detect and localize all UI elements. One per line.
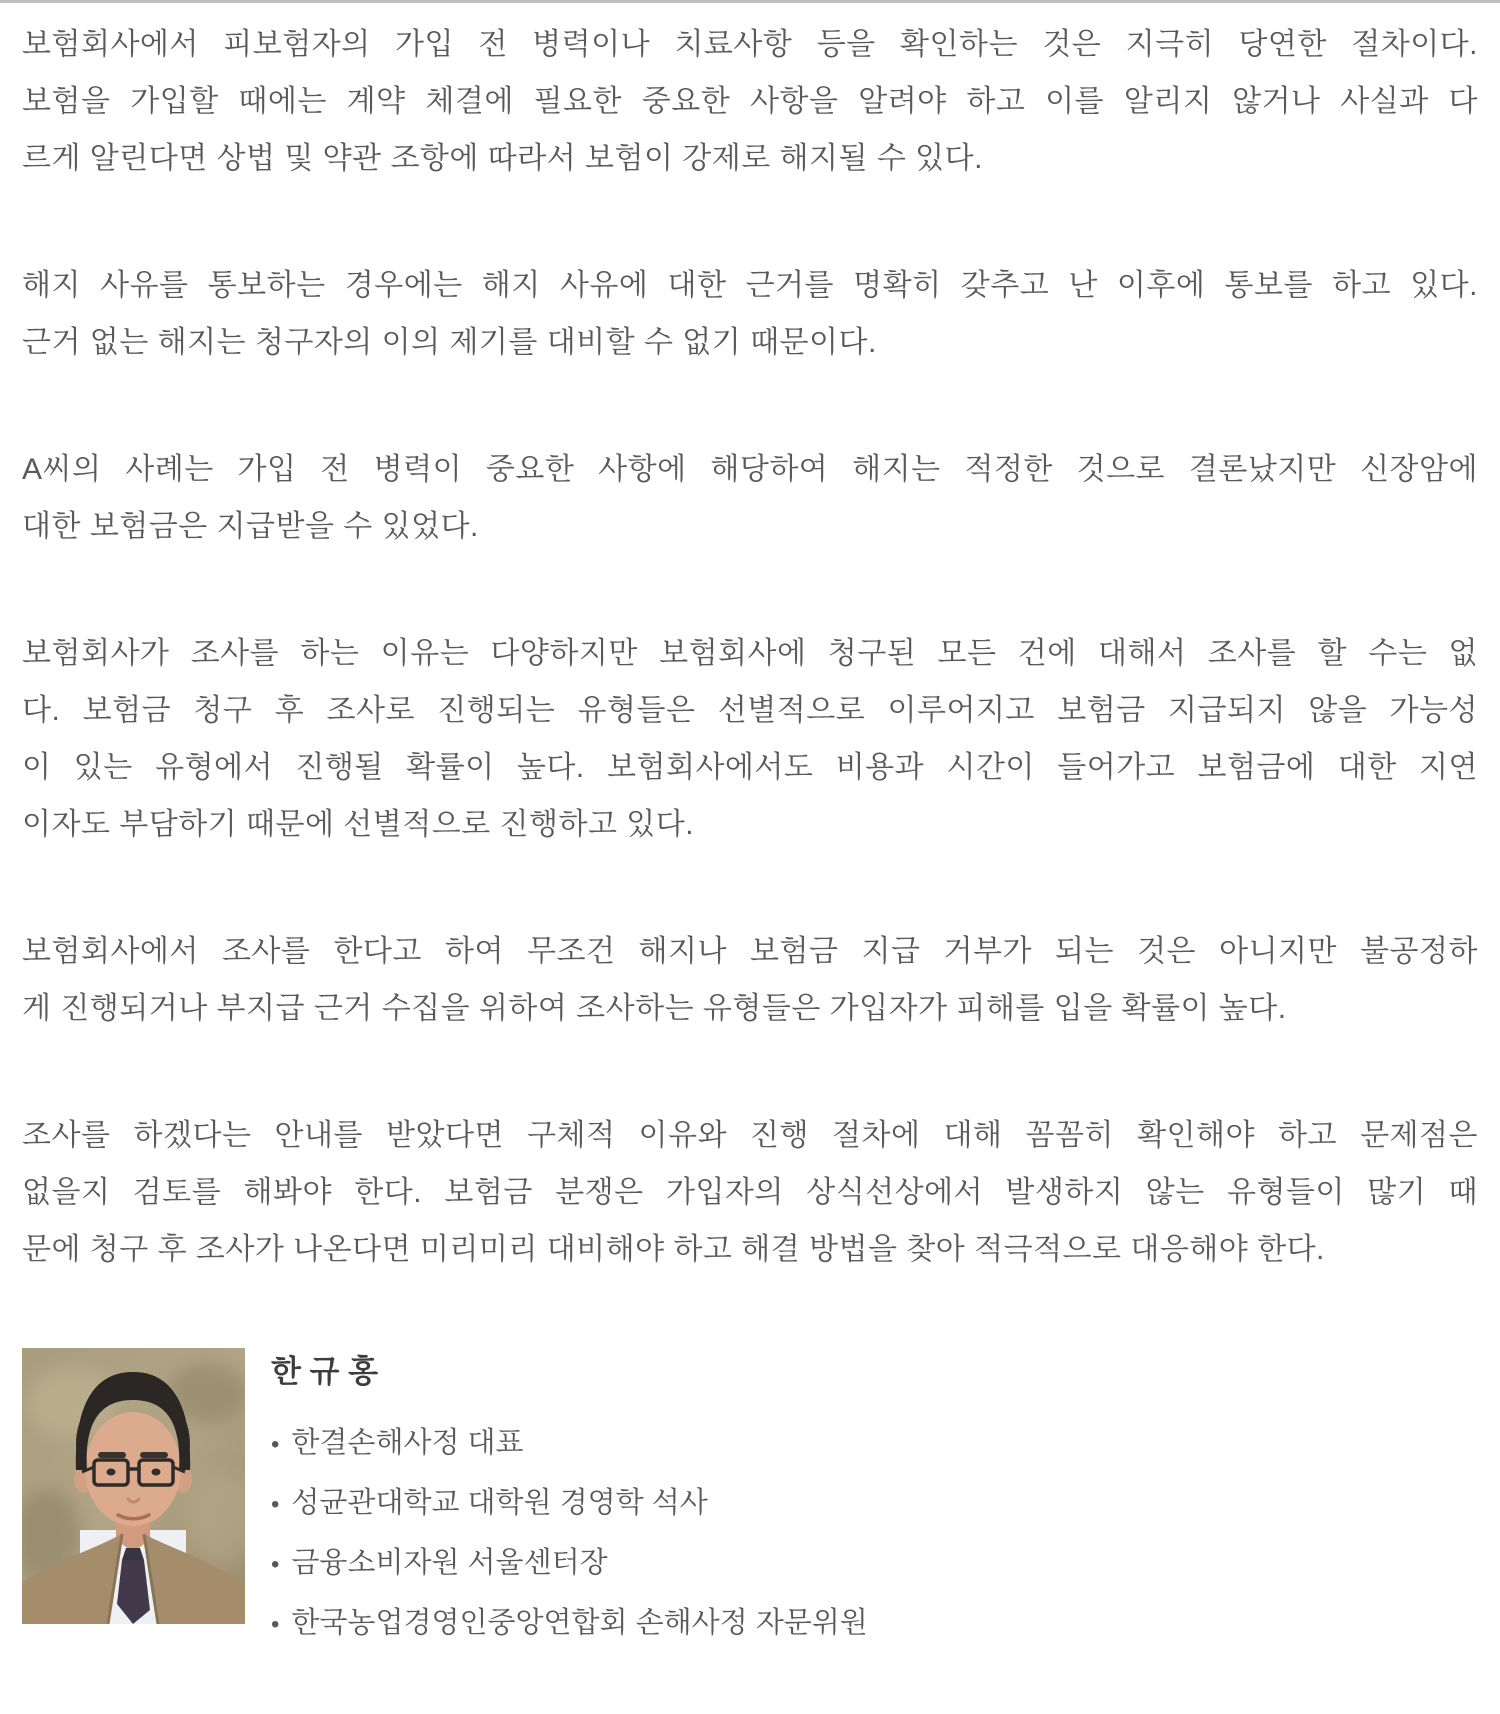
paragraph-line: 이자도 부담하기 때문에 선별적으로 진행하고 있다. bbox=[22, 808, 695, 841]
paragraph-line: A씨의 사례는 가입 전 병력이 중요한 사항에 해당하여 해지는 적정한 것으로 결론났지만 신장암에 bbox=[22, 453, 1478, 486]
author-section bbox=[22, 1348, 1478, 1654]
paragraph-line: 근거 없는 해지는 청구자의 이의 제기를 대비할 수 없기 때문이다. bbox=[22, 326, 877, 359]
paragraph-line: 이 있는 유형에서 진행될 확률이 높다. 보험회사에서도 비용과 시간이 들어가고 보험금에 대한 지연 bbox=[22, 751, 1478, 784]
paragraph bbox=[22, 625, 1478, 853]
paragraph-line: 다. 보험금 청구 후 조사로 진행되는 유형들은 선별적으로 이루어지고 보험금 지급되지 않을 가능성 bbox=[22, 694, 1478, 727]
bullet-icon: • bbox=[271, 1491, 280, 1518]
paragraph-line: 보험회사가 조사를 하는 이유는 다양하지만 보험회사에 청구된 모든 건에 대해서 조사를 할 수는 없 bbox=[22, 637, 1478, 670]
paragraph bbox=[22, 257, 1478, 371]
paragraph bbox=[22, 923, 1478, 1037]
article-body bbox=[22, 16, 1478, 1278]
author-photo bbox=[22, 1348, 245, 1624]
credential-text: 성균관대학교 대학원 경영학 석사 bbox=[291, 1487, 708, 1519]
paragraph-line: 없을지 검토를 해봐야 한다. 보험금 분쟁은 가입자의 상식선상에서 발생하지 않는 유형들이 많기 때 bbox=[22, 1176, 1478, 1209]
paragraph-line: 대한 보험금은 지급받을 수 있었다. bbox=[22, 510, 479, 543]
paragraph-line: 조사를 하겠다는 안내를 받았다면 구체적 이유와 진행 절차에 대해 꼼꼼히 확인해야 하고 문제점은 bbox=[22, 1119, 1478, 1152]
paragraph bbox=[22, 1107, 1478, 1278]
author-info bbox=[245, 1348, 868, 1654]
credential-item bbox=[271, 1414, 868, 1474]
credential-item bbox=[271, 1474, 868, 1534]
author-photo-image bbox=[22, 1348, 245, 1624]
author-name: 한 규 홍 bbox=[271, 1354, 379, 1389]
paragraph bbox=[22, 16, 1478, 187]
bullet-icon: • bbox=[271, 1611, 280, 1638]
paragraph-line: 게 진행되거나 부지급 근거 수집을 위하여 조사하는 유형들은 가입자가 피해를 입을 확률이 높다. bbox=[22, 992, 1287, 1025]
paragraph-line: 문에 청구 후 조사가 나온다면 미리미리 대비해야 하고 해결 방법을 찾아 적극적으로 대응해야 한다. bbox=[22, 1233, 1325, 1266]
credentials-list bbox=[271, 1414, 868, 1654]
credential-text: 한결손해사정 대표 bbox=[291, 1427, 524, 1459]
credential-text: 한국농업경영인중앙연합회 손해사정 자문위원 bbox=[291, 1607, 868, 1639]
paragraph-line: 보험회사에서 조사를 한다고 하여 무조건 해지나 보험금 지급 거부가 되는 것은 아니지만 불공정하 bbox=[22, 935, 1478, 968]
paragraph-line: 르게 알린다면 상법 및 약관 조항에 따라서 보험이 강제로 해지될 수 있다. bbox=[22, 142, 983, 175]
paragraph bbox=[22, 441, 1478, 555]
credential-text: 금융소비자원 서울센터장 bbox=[291, 1547, 608, 1579]
credential-item bbox=[271, 1594, 868, 1654]
bullet-icon: • bbox=[271, 1431, 280, 1458]
paragraph-line: 해지 사유를 통보하는 경우에는 해지 사유에 대한 근거를 명확히 갖추고 난 이후에 통보를 하고 있다. bbox=[22, 269, 1478, 302]
credential-item bbox=[271, 1534, 868, 1594]
bullet-icon: • bbox=[271, 1551, 280, 1578]
paragraph-line: 보험회사에서 피보험자의 가입 전 병력이나 치료사항 등을 확인하는 것은 지극히 당연한 절차이다. bbox=[22, 28, 1478, 61]
paragraph-line: 보험을 가입할 때에는 계약 체결에 필요한 중요한 사항을 알려야 하고 이를 알리지 않거나 사실과 다 bbox=[22, 85, 1478, 118]
